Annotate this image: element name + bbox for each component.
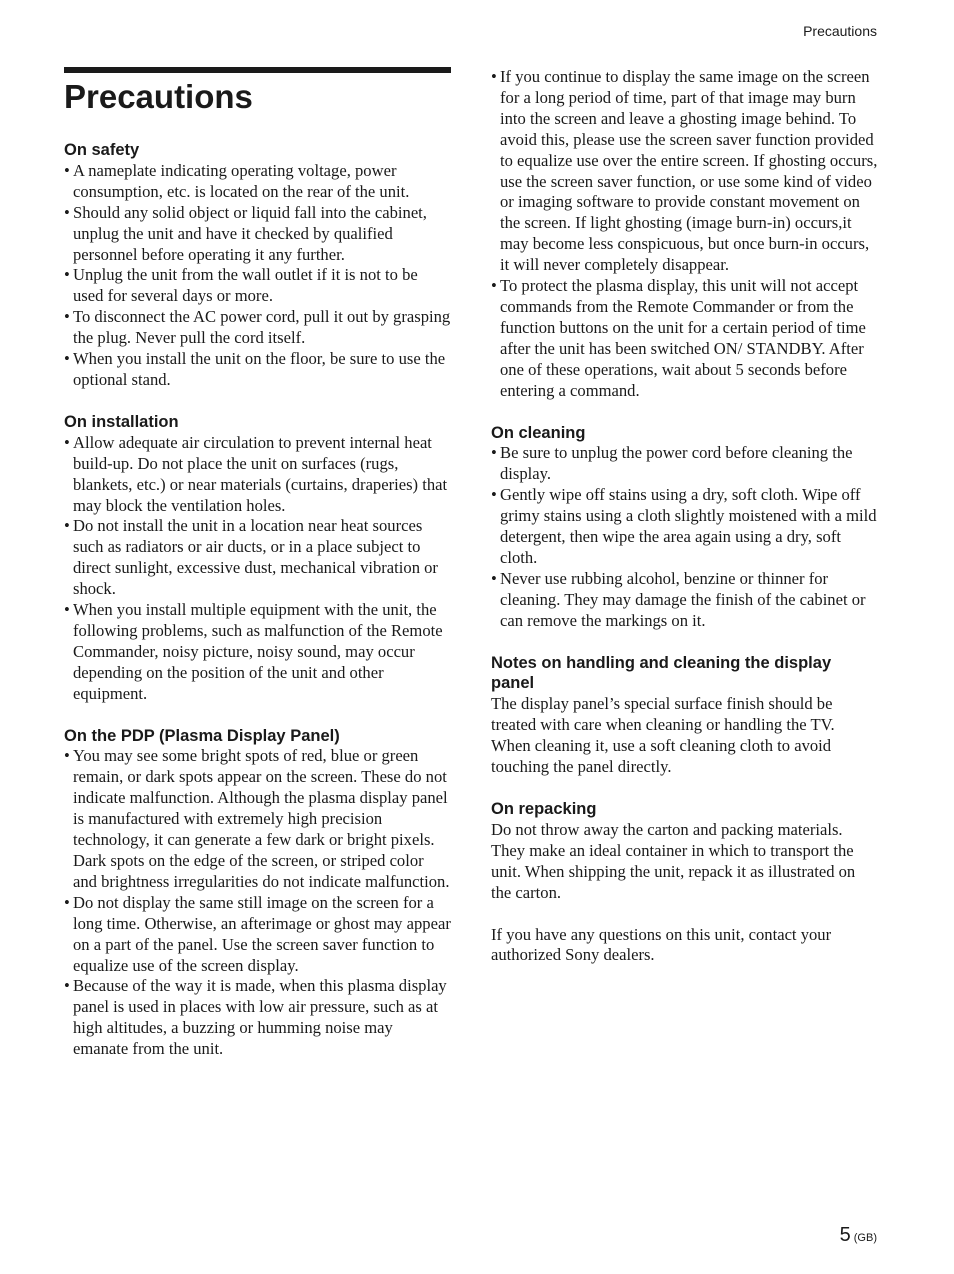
running-header: Precautions: [803, 23, 877, 39]
list-item: • Be sure to unplug the power cord before cleaning the display.: [491, 443, 878, 485]
installation-list: [64, 433, 451, 705]
cleaning-list: [491, 443, 878, 631]
list-item: • If you continue to display the same image on the screen for a long period of time, part of that image may burn into the screen and leave a ghosting image behind. To avoid this, please use the screen saver function provided to equalize use over the entire screen. If ghosting occurs, use the screen saver function, or use some kind of video or imaging software to provide constant movement on the screen. If light ghosting (image burn-in) occurs,it may become less conspicuous, but once burn-in occurs, it will never completely disappear.: [491, 67, 878, 276]
list-item: • Do not display the same still image on the screen for a long time. Otherwise, an afterimage or ghost may appear on a part of the panel. Use the screen saver function to equalize use of the screen display.: [64, 893, 451, 977]
list-item: • You may see some bright spots of red, blue or green remain, or dark spots appear on the screen. These do not indicate malfunction. Although the plasma display panel is manufactured with extremely high precision technology, it can generate a few dark or bright pixels. Dark spots on the edge of the screen, or striped color and brightness irregularities do not indicate malfunction.: [64, 746, 451, 892]
section-heading-pdp: On the PDP (Plasma Display Panel): [64, 726, 340, 745]
list-item: • Unplug the unit from the wall outlet if it is not to be used for several days or more.: [64, 265, 451, 307]
page-number: [840, 1224, 877, 1247]
list-item: • Should any solid object or liquid fall into the cabinet, unplug the unit and have it checked by qualified personnel before operating it any further.: [64, 203, 451, 266]
handling-paragraph: The display panel’s special surface finish should be treated with care when cleaning or handling the TV. When cleaning it, use a soft cleaning cloth to avoid touching the panel directly.: [491, 694, 835, 777]
page-title: Precautions: [64, 78, 253, 115]
list-item: • Because of the way it is made, when this plasma display panel is used in places with low air pressure, such as at high altitudes, a buzzing or humming noise may emanate from the unit.: [64, 976, 451, 1060]
list-item: • When you install multiple equipment with the unit, the following problems, such as malfunction of the Remote Commander, noisy picture, noisy sound, may occur depending on the position of the unit and other equipment.: [64, 600, 451, 705]
pdp-list-continued: [491, 67, 878, 402]
page-number-value: 5: [839, 1224, 851, 1246]
list-item: • When you install the unit on the floor, be sure to use the optional stand.: [64, 349, 451, 391]
list-item: • To disconnect the AC power cord, pull it out by grasping the plug. Never pull the cord itself.: [64, 307, 451, 349]
left-column: [64, 67, 451, 1060]
list-item: • To protect the plasma display, this unit will not accept commands from the Remote Commander or from the function buttons on the unit for a certain period of time after the unit has been switched ON/ STANDBY. After one of these operations, wait about 5 seconds before entering a command.: [491, 276, 878, 401]
section-heading-safety: On safety: [64, 141, 140, 159]
contact-paragraph: If you have any questions on this unit, contact your authorized Sony dealers.: [491, 924, 832, 965]
list-item: • A nameplate indicating operating voltage, power consumption, etc. is located on the rear of the unit.: [64, 161, 451, 203]
section-heading-cleaning: On cleaning: [491, 423, 586, 442]
title-rule: [64, 67, 451, 73]
section-heading-installation: On installation: [64, 412, 179, 431]
page-region-code: (GB): [853, 1232, 877, 1244]
list-item: • Do not install the unit in a location near heat sources such as radiators or air ducts, or in a place subject to direct sunlight, excessive dust, mechanical vibration or shock.: [64, 516, 451, 600]
section-heading-handling: Notes on handling and cleaning the display panel: [491, 653, 832, 693]
safety-list: [64, 161, 451, 391]
pdp-list: [64, 746, 451, 1060]
section-heading-repacking: On repacking: [491, 800, 597, 818]
list-item: • Allow adequate air circulation to prevent internal heat build-up. Do not place the unit on surfaces (rugs, blankets, etc.) or near materials (curtains, draperies) that may block the ventilation holes.: [64, 433, 451, 517]
list-item: • Gently wipe off stains using a dry, soft cloth. Wipe off grimy stains using a cloth slightly moistened with a mild detergent, then wipe the area again using a dry, soft cloth.: [491, 485, 878, 569]
list-item: • Never use rubbing alcohol, benzine or thinner for cleaning. They may damage the finish of the cabinet or can remove the markings on it.: [491, 569, 878, 632]
repacking-paragraph: Do not throw away the carton and packing materials. They make an ideal container in which to transport the unit. When shipping the unit, repack it as illustrated on the carton.: [491, 819, 856, 902]
right-column: [491, 67, 878, 966]
